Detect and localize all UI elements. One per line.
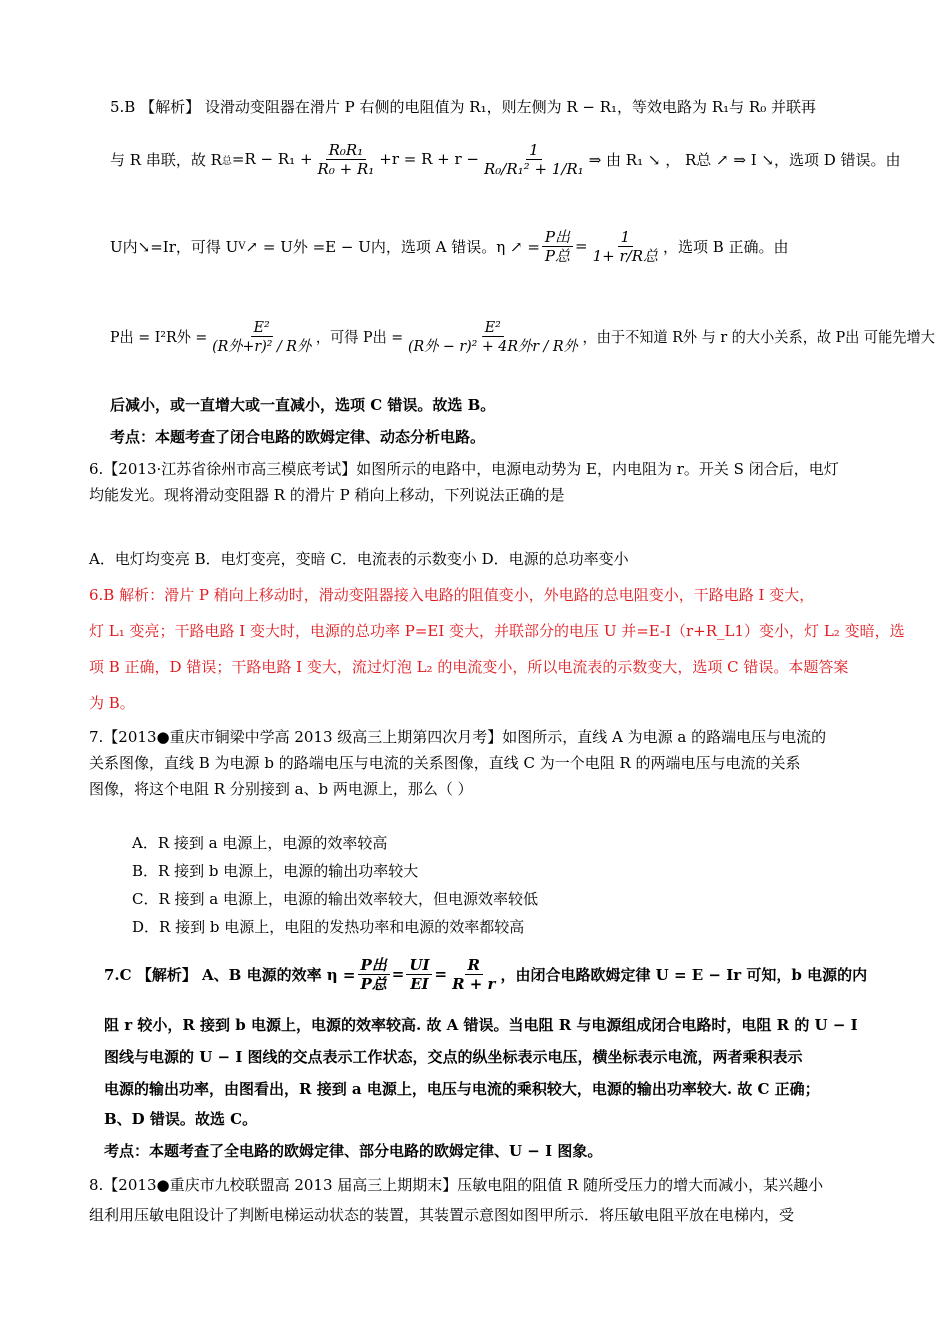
q5-line-2-d: ⇒ 由 R₁ ↘ ， R总 ↗ ⇒ I ↘，选项 D 错误。由	[588, 150, 901, 169]
q7-answer-eq-2: =	[434, 965, 448, 983]
q5-line-3-d: ，选项 B 正确。由	[663, 237, 789, 256]
q6-answer-1: 6.B 解析：滑片 P 稍向上移动时，滑动变阻器接入电路的阻值变小，外电路的总电阻变小，干路电路 I 变大，	[89, 586, 815, 604]
q5-line-4-a: P出 = I²R外 =	[110, 327, 208, 346]
q5-line-3-c: =	[575, 237, 588, 255]
q5-line-2-a: 与 R 串联，故 R	[110, 150, 222, 169]
q7-answer-3: 图线与电源的 U − I 图线的交点表示工作状态，交点的纵坐标表示电压，横坐标表示电流，两者乘积表示	[104, 1048, 803, 1066]
q5-fraction-6: $\frac{\text{E²}}{\text{(R外 − r)² + 4R外r / R外}}$	[407, 317, 578, 355]
q5-line-5: 后减小，或一直增大或一直减小，选项 C 错误。故选 B。	[110, 396, 496, 414]
q7-option-b: B．R 接到 b 电源上，电源的输出功率较大	[132, 862, 419, 880]
q7-option-d: D．R 接到 b 电源上，电阻的发热功率和电源的效率都较高	[132, 918, 525, 936]
q7-answer-a: 7.C 【解析】 A、B 电源的效率 η =	[104, 965, 356, 984]
q5-fraction-5: $\frac{\text{E²}}{\text{(R外+r)² / R外}}$	[212, 317, 312, 355]
q5-line-4-c: ，由于不知道 R外 与 r 的大小关系，故 P出 可能先增大	[582, 327, 935, 346]
q8-line-2: 组利用压敏电阻设计了判断电梯运动状态的装置，其装置示意图如图甲所示．将压敏电阻平放在电梯内，受	[89, 1206, 795, 1224]
q6-options: A．电灯均变亮 B．电灯变亮，变暗 C．电流表的示数变小 D．电源的总功率变小	[89, 550, 629, 568]
q6-answer-2: 灯 L₁ 变亮；干路电路 I 变大时，电源的总功率 P=EI 变大，并联部分的电压 U 并=E-I（r+R_L1）变小，灯 L₂ 变暗，选	[89, 622, 905, 640]
q7-fraction-b: $\frac{UI}{EI}$	[406, 956, 432, 993]
q6-answer-3: 项 B 正确，D 错误；干路电路 I 变大，流过灯泡 L₂ 的电流变小，所以电流表的示数变大，选项 C 错误。本题答案	[89, 658, 849, 676]
q5-fraction-1: $\frac{\text{R₀R₁}}{\text{R₀ + R₁}}$	[317, 140, 375, 178]
q5-line-3-sub: V	[238, 240, 246, 252]
q5-line-4-b: ，可得 P出 =	[315, 327, 404, 346]
q5-fraction-2: $\frac{1}{\text{R₀/R₁² + 1/R₁}}$	[484, 140, 584, 178]
q5-line-2-b: =R − R₁ +	[231, 150, 313, 168]
q5-formula-line-4	[110, 306, 935, 366]
q7-answer-5: B、D 错误。故选 C。	[104, 1110, 258, 1128]
q7-answer-4: 电源的输出功率，由图看出，R 接到 a 电源上，电压与电流的乘积较大，电源的输出功率较大. 故 C 正确；	[104, 1080, 820, 1098]
q5-line-2-sub: 总	[221, 155, 232, 167]
q7-fraction-c: $\frac{R}{R + r}$	[452, 955, 496, 993]
q7-fraction-a: $\frac{\text{P出}}{\text{P总}}$	[358, 956, 390, 993]
q5-fraction-3: $\frac{\text{P出}}{\text{P总}}$	[542, 228, 573, 265]
q7-line-3: 图像，将这个电阻 R 分别接到 a、b 两电源上，那么（ ）	[89, 780, 473, 798]
q7-answer-6: 考点：本题考查了全电路的欧姆定律、部分电路的欧姆定律、U − I 图象。	[104, 1142, 603, 1160]
q6-line-2: 均能发光。现将滑动变阻器 R 的滑片 P 稍向上移动，下列说法正确的是	[89, 486, 565, 504]
q7-answer-formula	[104, 952, 867, 996]
q5-formula-line-2	[110, 134, 901, 184]
q7-line-1: 7.【2013●重庆市铜梁中学高 2013 级高三上期第四次月考】如图所示，直线 A 为电源 a 的路端电压与电流的	[89, 728, 827, 746]
q5-fraction-4: $\frac{1}{\text{1+ r/R总}}$	[592, 227, 658, 265]
q5-line-3-b: ↗ = U外 =E − U内，选项 A 错误。η ↗ =	[245, 237, 540, 256]
q6-answer-4: 为 B。	[89, 694, 135, 712]
q5-line-1: 5.B 【解析】 设滑动变阻器在滑片 P 右侧的电阻值为 R₁，则左侧为 R − R₁，等效电路为 R₁与 R₀ 并联再	[110, 98, 816, 116]
q7-option-a: A．R 接到 a 电源上，电源的效率较高	[132, 834, 388, 852]
q8-line-1: 8.【2013●重庆市九校联盟高 2013 届高三上期期末】压敏电阻的阻值 R 随所受压力的增大而减小，某兴趣小	[89, 1176, 824, 1194]
q5-line-2-c: +r = R + r −	[379, 150, 479, 168]
q7-answer-b: ，由闭合电路欧姆定律 U = E − Ir 可知，b 电源的内	[500, 965, 868, 984]
q5-line-3-a: U内↘=Ir，可得 U	[110, 237, 239, 256]
q6-line-1: 6.【2013·江苏省徐州市高三模底考试】如图所示的电路中，电源电动势为 E，内电阻为 r。开关 S 闭合后，电灯	[89, 460, 839, 478]
q5-formula-line-3	[110, 218, 789, 274]
q7-answer-eq-1: =	[391, 965, 405, 983]
q7-answer-2: 阻 r 较小，R 接到 b 电源上，电源的效率较高. 故 A 错误。当电阻 R 与电源组成闭合电路时，电阻 R 的 U − I	[104, 1016, 858, 1034]
q7-option-c: C．R 接到 a 电源上，电源的输出效率较大，但电源效率较低	[132, 890, 539, 908]
q7-line-2: 关系图像，直线 B 为电源 b 的路端电压与电流的关系图像，直线 C 为一个电阻 R 的两端电压与电流的关系	[89, 754, 801, 772]
q5-line-6: 考点：本题考查了闭合电路的欧姆定律、动态分析电路。	[110, 428, 486, 446]
